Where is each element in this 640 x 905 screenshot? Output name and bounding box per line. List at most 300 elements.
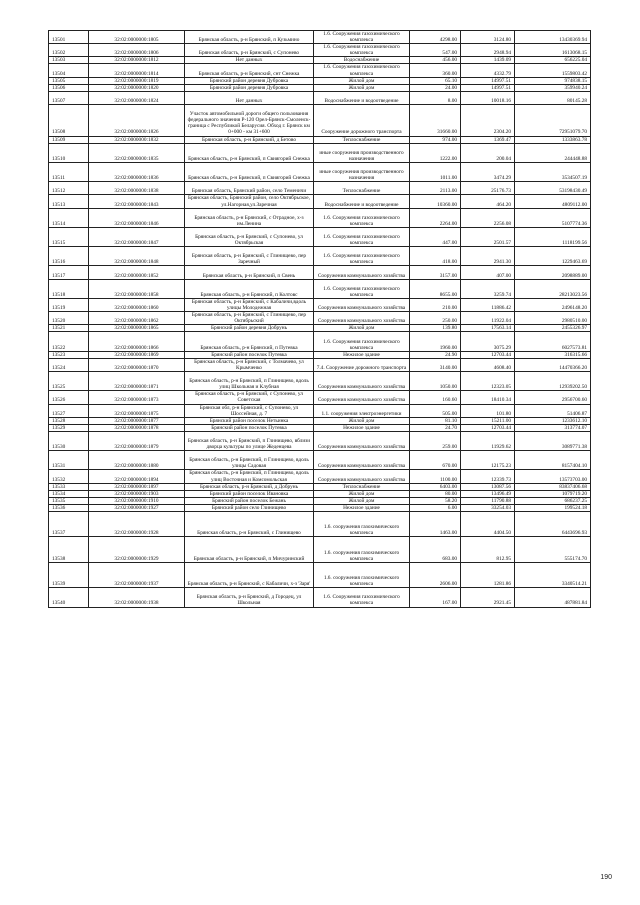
cadastral-number: 32:02:0000000:1938 [89,588,185,607]
object-type-cell: иные сооружения производственного назначения [314,143,410,162]
cadastral-number: 32:02:0000000:1873 [89,391,185,404]
row-number: 13509 [49,136,89,143]
cadastral-value-cell: 12939202.50 [515,372,591,391]
area-cell: 1960.00 [410,332,461,351]
specific-value-cell: 2501.57 [461,227,515,246]
address-cell: Брянская обл, р-н Брянский, с Супонево, ул Шоссейная, д. 7 [185,404,314,417]
specific-value-cell: 13496.49 [461,490,515,497]
area-cell: 250.00 [410,312,461,325]
table-row [49,162,591,181]
cadastral-number: 32:02:0000000:1910 [89,497,185,504]
cadastral-number: 32:02:0000000:1929 [89,537,185,562]
address-cell: Брянская область, р-н Брянский, с Глинищево, пер Заречный [185,247,314,266]
row-number: 13537 [49,512,89,537]
specific-value-cell: 1439.09 [461,57,515,64]
table-row [49,298,591,311]
address-cell: Нет данных [185,91,314,104]
row-number: 13519 [49,298,89,311]
cadastral-value-cell: 28213023.56 [515,279,591,298]
address-cell: Брянская область, р-н Брянский, с Супонево, ул Октябрьская [185,227,314,246]
object-type-cell: Нежилое здание [314,504,410,511]
cadastral-number: 32:02:0000000:1875 [89,404,185,417]
table-row [49,512,591,537]
area-cell: 1050.00 [410,372,461,391]
specific-value-cell: 11922.04 [461,312,515,325]
specific-value-cell: 464.20 [461,195,515,208]
cadastral-number: 32:02:0000000:1836 [89,162,185,181]
cadastral-number: 32:02:0000000:1869 [89,351,185,358]
cadastral-value-cell: 359940.24 [515,84,591,91]
cadastral-value-cell: 51406.87 [515,404,591,417]
table-row [49,182,591,195]
cadastral-number: 32:02:0000000:1871 [89,372,185,391]
address-cell: Брянская область, р-н Брянский, п Колтовс [185,279,314,298]
area-cell: 2113.00 [410,182,461,195]
row-number: 13535 [49,497,89,504]
area-cell: 670.00 [410,451,461,470]
object-type-cell: Сооружения коммунального хозяйства [314,391,410,404]
cadastral-value-cell: 656225.04 [515,57,591,64]
object-type-cell: Сооружения коммунального хозяйства [314,431,410,450]
specific-value-cell: 14997.51 [461,77,515,84]
object-type-cell: 1.6. Сооружения газохимического комплекса [314,31,410,44]
cadastral-value-cell: 199524.18 [515,504,591,511]
object-type-cell: Нежилое здание [314,424,410,431]
specific-value-cell: 812.95 [461,537,515,562]
table-row [49,143,591,162]
cadastral-number: 32:02:0000000:1824 [89,91,185,104]
cadastral-number: 32:02:0000000:1806 [89,44,185,57]
cadastral-number: 32:02:0000000:1838 [89,182,185,195]
cadastral-number: 32:02:0000000:1814 [89,64,185,77]
page-number: 190 [600,874,612,881]
cadastral-value-cell: 4809112.00 [515,195,591,208]
cadastral-value-cell: 316315.66 [515,351,591,358]
specific-value-cell: 2304.20 [461,105,515,137]
area-cell: 6.00 [410,504,461,511]
cadastral-value-cell: 8157404.10 [515,451,591,470]
object-type-cell: Водоснабжение и водоотведение [314,195,410,208]
cadastral-value-cell: 487881.84 [515,588,591,607]
address-cell: Нет данных [185,57,314,64]
specific-value-cell: 4332.79 [461,64,515,77]
cadastral-number: 32:02:0000000:1880 [89,451,185,470]
area-cell: 4298.00 [410,31,461,44]
cadastral-number: 32:02:0000000:1848 [89,247,185,266]
address-cell: Брянская область, Брянский район, село Октябрьское, ул.Нагорная,ул.Заречная [185,195,314,208]
row-number: 13530 [49,431,89,450]
cadastral-number: 32:02:0000000:1903 [89,490,185,497]
area-cell: 974.00 [410,136,461,143]
table-row [49,404,591,417]
area-cell: 2606.00 [410,562,461,587]
object-type-cell: Водоснабжение [314,57,410,64]
address-cell: Брянская область, р-н Брянский, с Глинищево, пер Октябрьский [185,312,314,325]
cadastral-value-cell: 72951079.70 [515,105,591,137]
specific-value-cell: 4404.50 [461,512,515,537]
specific-value-cell: 12323.05 [461,372,515,391]
object-type-cell: Жилой дом [314,84,410,91]
address-cell: Брянская область, р-н Брянский, с Отрадное, х-з им.Ленина [185,208,314,227]
area-cell: 167.00 [410,588,461,607]
area-cell: 1463.00 [410,512,461,537]
cadastral-value-cell: 53198430.49 [515,182,591,195]
cadastral-number: 32:02:0000000:1870 [89,358,185,371]
cadastral-value-cell: 3089771.38 [515,431,591,450]
area-cell: 1100.00 [410,470,461,483]
row-number: 13529 [49,424,89,431]
object-type-cell: Теплоснабжение [314,182,410,195]
table-row [49,247,591,266]
cadastral-value-cell: 1613068.15 [515,44,591,57]
row-number: 13524 [49,358,89,371]
object-type-cell: 1.6. Сооружения газохимического комплекса [314,279,410,298]
row-number: 13513 [49,195,89,208]
row-number: 13501 [49,31,89,44]
cadastral-value-cell: 555174.70 [515,537,591,562]
row-number: 13517 [49,266,89,279]
property-table [48,30,591,608]
table-row [49,562,591,587]
cadastral-value-cell: 14470366.20 [515,358,591,371]
object-type-cell: 1.1. сооружения электроэнергетики [314,404,410,417]
object-type-cell: Сооружения коммунального хозяйства [314,372,410,391]
area-cell: 81.10 [410,417,461,424]
object-type-cell: 1.6. Сооружения газохимического комплекса [314,44,410,57]
specific-value-cell: 101.80 [461,404,515,417]
cadastral-number: 32:02:0000000:1937 [89,562,185,587]
cadastral-number: 32:02:0000000:1805 [89,31,185,44]
specific-value-cell: 3259.74 [461,279,515,298]
cadastral-number: 32:02:0000000:1812 [89,57,185,64]
area-cell: 65.10 [410,77,461,84]
cadastral-number: 32:02:0000000:1819 [89,77,185,84]
table-row [49,77,591,84]
cadastral-value-cell: 13573703.00 [515,470,591,483]
area-cell: 8655.00 [410,279,461,298]
specific-value-cell: 12703.44 [461,424,515,431]
address-cell: Брянский район село Глинищево [185,504,314,511]
address-cell: Брянская область, р-н Брянский, п Свень [185,266,314,279]
cadastral-value-cell: 1229463.69 [515,247,591,266]
object-type-cell: Сооружения коммунального хозяйства [314,312,410,325]
address-cell: Брянская область, р-н Брянский, с Кабаличи, х-з 'Заря' [185,562,314,587]
table-row [49,351,591,358]
cadastral-number: 32:02:0000000:1866 [89,332,185,351]
object-type-cell: 1.6. Сооружения газохимического комплекса [314,64,410,77]
cadastral-value-cell: 244448.88 [515,143,591,162]
object-type-cell: Жилой дом [314,325,410,332]
table-row [49,266,591,279]
cadastral-value-cell: 1079719.20 [515,490,591,497]
row-number: 13528 [49,417,89,424]
specific-value-cell: 2921.45 [461,588,515,607]
cadastral-number: 32:02:0000000:1894 [89,470,185,483]
object-type-cell: 1.6. Сооружения газохимического комплекса [314,332,410,351]
object-type-cell: Нежилое здание [314,351,410,358]
row-number: 13539 [49,562,89,587]
object-type-cell: Жилой дом [314,417,410,424]
cadastral-number: 32:02:0000000:1820 [89,84,185,91]
cadastral-number: 32:02:0000000:1879 [89,431,185,450]
table-row [49,372,591,391]
row-number: 13506 [49,84,89,91]
cadastral-number: 32:02:0000000:1858 [89,279,185,298]
area-cell: 8.00 [410,91,461,104]
address-cell: Брянская область, р-н Брянский, снт Снежка [185,64,314,77]
specific-value-cell: 3075.29 [461,332,515,351]
row-number: 13510 [49,143,89,162]
row-number: 13514 [49,208,89,227]
address-cell: Брянский район поселок Нетьинка [185,417,314,424]
specific-value-cell: 3474.29 [461,162,515,181]
address-cell: Брянская область, р-н Брянский, п Путевка [185,332,314,351]
table-row [49,91,591,104]
area-cell: 80.00 [410,490,461,497]
specific-value-cell: 407.00 [461,266,515,279]
row-number: 13507 [49,91,89,104]
address-cell: Брянская область, р-н Брянский, с Кабаличи,вдоль улицы Молодежная [185,298,314,311]
specific-value-cell: 25176.73 [461,182,515,195]
cadastral-value-cell: 2455326.97 [515,325,591,332]
table-row [49,424,591,431]
area-cell: 160.60 [410,391,461,404]
cadastral-value-cell: 6443696.93 [515,512,591,537]
row-number: 13533 [49,483,89,490]
table-row [49,208,591,227]
cadastral-value-cell: 5107774.36 [515,208,591,227]
object-type-cell: Теплоснабжение [314,483,410,490]
table-row [49,451,591,470]
area-cell: 139.80 [410,325,461,332]
specific-value-cell: 15211.00 [461,417,515,424]
object-type-cell: 1.6. сооружения газохимического комплекса [314,537,410,562]
area-cell: 58.20 [410,497,461,504]
row-number: 13534 [49,490,89,497]
object-type-cell: 1.6. сооружения газохимического комплекса [314,512,410,537]
object-type-cell: Жилой дом [314,490,410,497]
area-cell: 210.00 [410,298,461,311]
cadastral-value-cell: 2956700.60 [515,391,591,404]
cadastral-number: 32:02:0000000:1847 [89,227,185,246]
table-row [49,227,591,246]
table-row [49,431,591,450]
object-type-cell: Жилой дом [314,77,410,84]
area-cell: 547.00 [410,44,461,57]
area-cell: 447.00 [410,227,461,246]
cadastral-value-cell: 313774.07 [515,424,591,431]
table-row [49,497,591,504]
row-number: 13532 [49,470,89,483]
area-cell: 10360.00 [410,195,461,208]
specific-value-cell: 11886.42 [461,298,515,311]
address-cell: Брянская область, р-н Брянский, п Свиягорий Снежка [185,162,314,181]
object-type-cell: Жилой дом [314,497,410,504]
area-cell: 31660.00 [410,105,461,137]
object-type-cell: Сооружения коммунального хозяйства [314,451,410,470]
object-type-cell: 1.6. Сооружения газохимического комплекса [314,227,410,246]
cadastral-number: 32:02:0000000:1862 [89,312,185,325]
table-row [49,44,591,57]
specific-value-cell: 12339.73 [461,470,515,483]
address-cell: Брянская область, р-н Брянский, п Глинищево, вблизи дворца культуры по улице Жеденцева [185,431,314,450]
cadastral-value-cell: 2496148.20 [515,298,591,311]
specific-value-cell: 2948.94 [461,44,515,57]
cadastral-value-cell: 1559803.42 [515,64,591,77]
table-row [49,31,591,44]
object-type-cell: Сооружения коммунального хозяйства [314,470,410,483]
row-number: 13515 [49,227,89,246]
address-cell: Брянская область, р-н Брянский, п Глинищево, вдоль улиц Восточная и Комсомольская [185,470,314,483]
object-type-cell: 7.4. Сооружение дорожного транспорта [314,358,410,371]
cadastral-value-cell: 3534507.19 [515,162,591,181]
specific-value-cell: 200.04 [461,143,515,162]
row-number: 13522 [49,332,89,351]
specific-value-cell: 12175.23 [461,451,515,470]
area-cell: 683.00 [410,537,461,562]
table-row [49,588,591,607]
address-cell: Брянский район деревня Добрунь [185,325,314,332]
cadastral-value-cell: 1333863.78 [515,136,591,143]
object-type-cell: Сооружение дорожного транспорта [314,105,410,137]
row-number: 13516 [49,247,89,266]
row-number: 13536 [49,504,89,511]
table-row [49,195,591,208]
row-number: 13523 [49,351,89,358]
cadastral-value-cell: 13430369.94 [515,31,591,44]
specific-value-cell: 10018.16 [461,91,515,104]
row-number: 13538 [49,537,89,562]
object-type-cell: Теплоснабжение [314,136,410,143]
specific-value-cell: 4608.40 [461,358,515,371]
area-cell: 1222.00 [410,143,461,162]
table-row [49,537,591,562]
address-cell: Участок автомобильной дороги общего пользования федерального значения Р-120 Орел-Брянск-Смоленск-граница с Республикой Беларусия. Обход г. Брянск км 0+000 - км 31+600 [185,105,314,137]
specific-value-cell: 33254.03 [461,504,515,511]
area-cell: 24.70 [410,424,461,431]
address-cell: Брянский район поселок Бежань [185,497,314,504]
address-cell: Брянская область, р-н Брянский, с Толмачево, ул Крымченко [185,358,314,371]
cadastral-number: 32:02:0000000:1897 [89,483,185,490]
cadastral-number: 32:02:0000000:1852 [89,266,185,279]
address-cell: Брянская область, Брянский район, село Теменичи [185,182,314,195]
cadastral-number: 32:02:0000000:1865 [89,325,185,332]
specific-value-cell: 1369.47 [461,136,515,143]
area-cell: 1011.00 [410,162,461,181]
cadastral-number: 32:02:0000000:1832 [89,136,185,143]
object-type-cell: 1.6. сооружения газохимического комплекса [314,562,410,587]
address-cell: Брянский район деревня Дубровка [185,77,314,84]
area-cell: 360.00 [410,64,461,77]
table-row [49,57,591,64]
table-row [49,417,591,424]
specific-value-cell: 11929.62 [461,431,515,450]
address-cell: Брянская область, р-н Брянский, с Супонево, ул Советская [185,391,314,404]
address-cell: Брянская область, р-н Брянский, п Свиягорий Снежка [185,143,314,162]
table-row [49,64,591,77]
specific-value-cell: 2256.08 [461,208,515,227]
row-number: 13505 [49,77,89,84]
cadastral-value-cell: 686237.25 [515,497,591,504]
table-row [49,136,591,143]
area-cell: 505.00 [410,404,461,417]
address-cell: Брянская область, р-н Брянский, п Глинищево, вдоль улицы Садовая [185,451,314,470]
specific-value-cell: 12703.44 [461,351,515,358]
address-cell: Брянская область, р-н Брянский, п Мичуринский [185,537,314,562]
cadastral-value-cell: 2098889.00 [515,266,591,279]
address-cell: Брянская область, р-н Брянский, п Кузьмино [185,31,314,44]
row-number: 13502 [49,44,89,57]
cadastral-number: 32:02:0000000:1846 [89,208,185,227]
cadastral-value-cell: 1233612.10 [515,417,591,424]
cadastral-value-cell: 974838.15 [515,77,591,84]
area-cell: 456.00 [410,57,461,64]
address-cell: Брянская область, р-н Брянский, с Глинищево [185,512,314,537]
cadastral-number: 32:02:0000000:1877 [89,417,185,424]
address-cell: Брянская область, р-н Брянский, д Городец, ул Школьная [185,588,314,607]
area-cell: 24.00 [410,84,461,91]
table-row [49,483,591,490]
row-number: 13525 [49,372,89,391]
cadastral-value-cell: 1118199.56 [515,227,591,246]
row-number: 13511 [49,162,89,181]
row-number: 13512 [49,182,89,195]
cadastral-number: 32:02:0000000:1835 [89,143,185,162]
area-cell: 6403.00 [410,483,461,490]
specific-value-cell: 17563.14 [461,325,515,332]
cadastral-value-cell: 3340514.21 [515,562,591,587]
cadastral-number: 32:02:0000000:1928 [89,512,185,537]
row-number: 13520 [49,312,89,325]
table-row [49,470,591,483]
address-cell: Брянская область, р-н Брянский, д Добрунь [185,483,314,490]
table-row [49,504,591,511]
area-cell: 259.00 [410,431,461,450]
object-type-cell: Сооружения коммунального хозяйства [314,266,410,279]
cadastral-number: 32:02:0000000:1826 [89,105,185,137]
row-number: 13518 [49,279,89,298]
table-row [49,325,591,332]
cadastral-value-cell: 6027573.81 [515,332,591,351]
row-number: 13503 [49,57,89,64]
specific-value-cell: 3124.80 [461,31,515,44]
cadastral-number: 32:02:0000000:1927 [89,504,185,511]
object-type-cell: 1.6. Сооружения газохимического комплекса [314,247,410,266]
address-cell: Брянский район деревня Дубровка [185,84,314,91]
specific-value-cell: 2941.30 [461,247,515,266]
cadastral-value-cell: 83837406.68 [515,483,591,490]
area-cell: 418.00 [410,247,461,266]
cadastral-number: 32:02:0000000:1843 [89,195,185,208]
object-type-cell: 1.6. Сооружения газохимического комплекса [314,588,410,607]
address-cell: Брянская область, р-н Брянский, с Супонево [185,44,314,57]
table-row [49,279,591,298]
area-cell: 24.90 [410,351,461,358]
table-row [49,312,591,325]
table-row [49,105,591,137]
row-number: 13527 [49,404,89,417]
table-row [49,332,591,351]
table-row [49,358,591,371]
table-row [49,490,591,497]
cadastral-number: 32:02:0000000:1860 [89,298,185,311]
address-cell: Брянская область, р-н Брянский, п Глинищево, вдоль улиц Школьная и Клубная [185,372,314,391]
area-cell: 3140.00 [410,358,461,371]
row-number: 13540 [49,588,89,607]
object-type-cell: Водоснабжение и водоотведение [314,91,410,104]
address-cell: Брянский район поселок Путевка [185,351,314,358]
row-number: 13508 [49,105,89,137]
